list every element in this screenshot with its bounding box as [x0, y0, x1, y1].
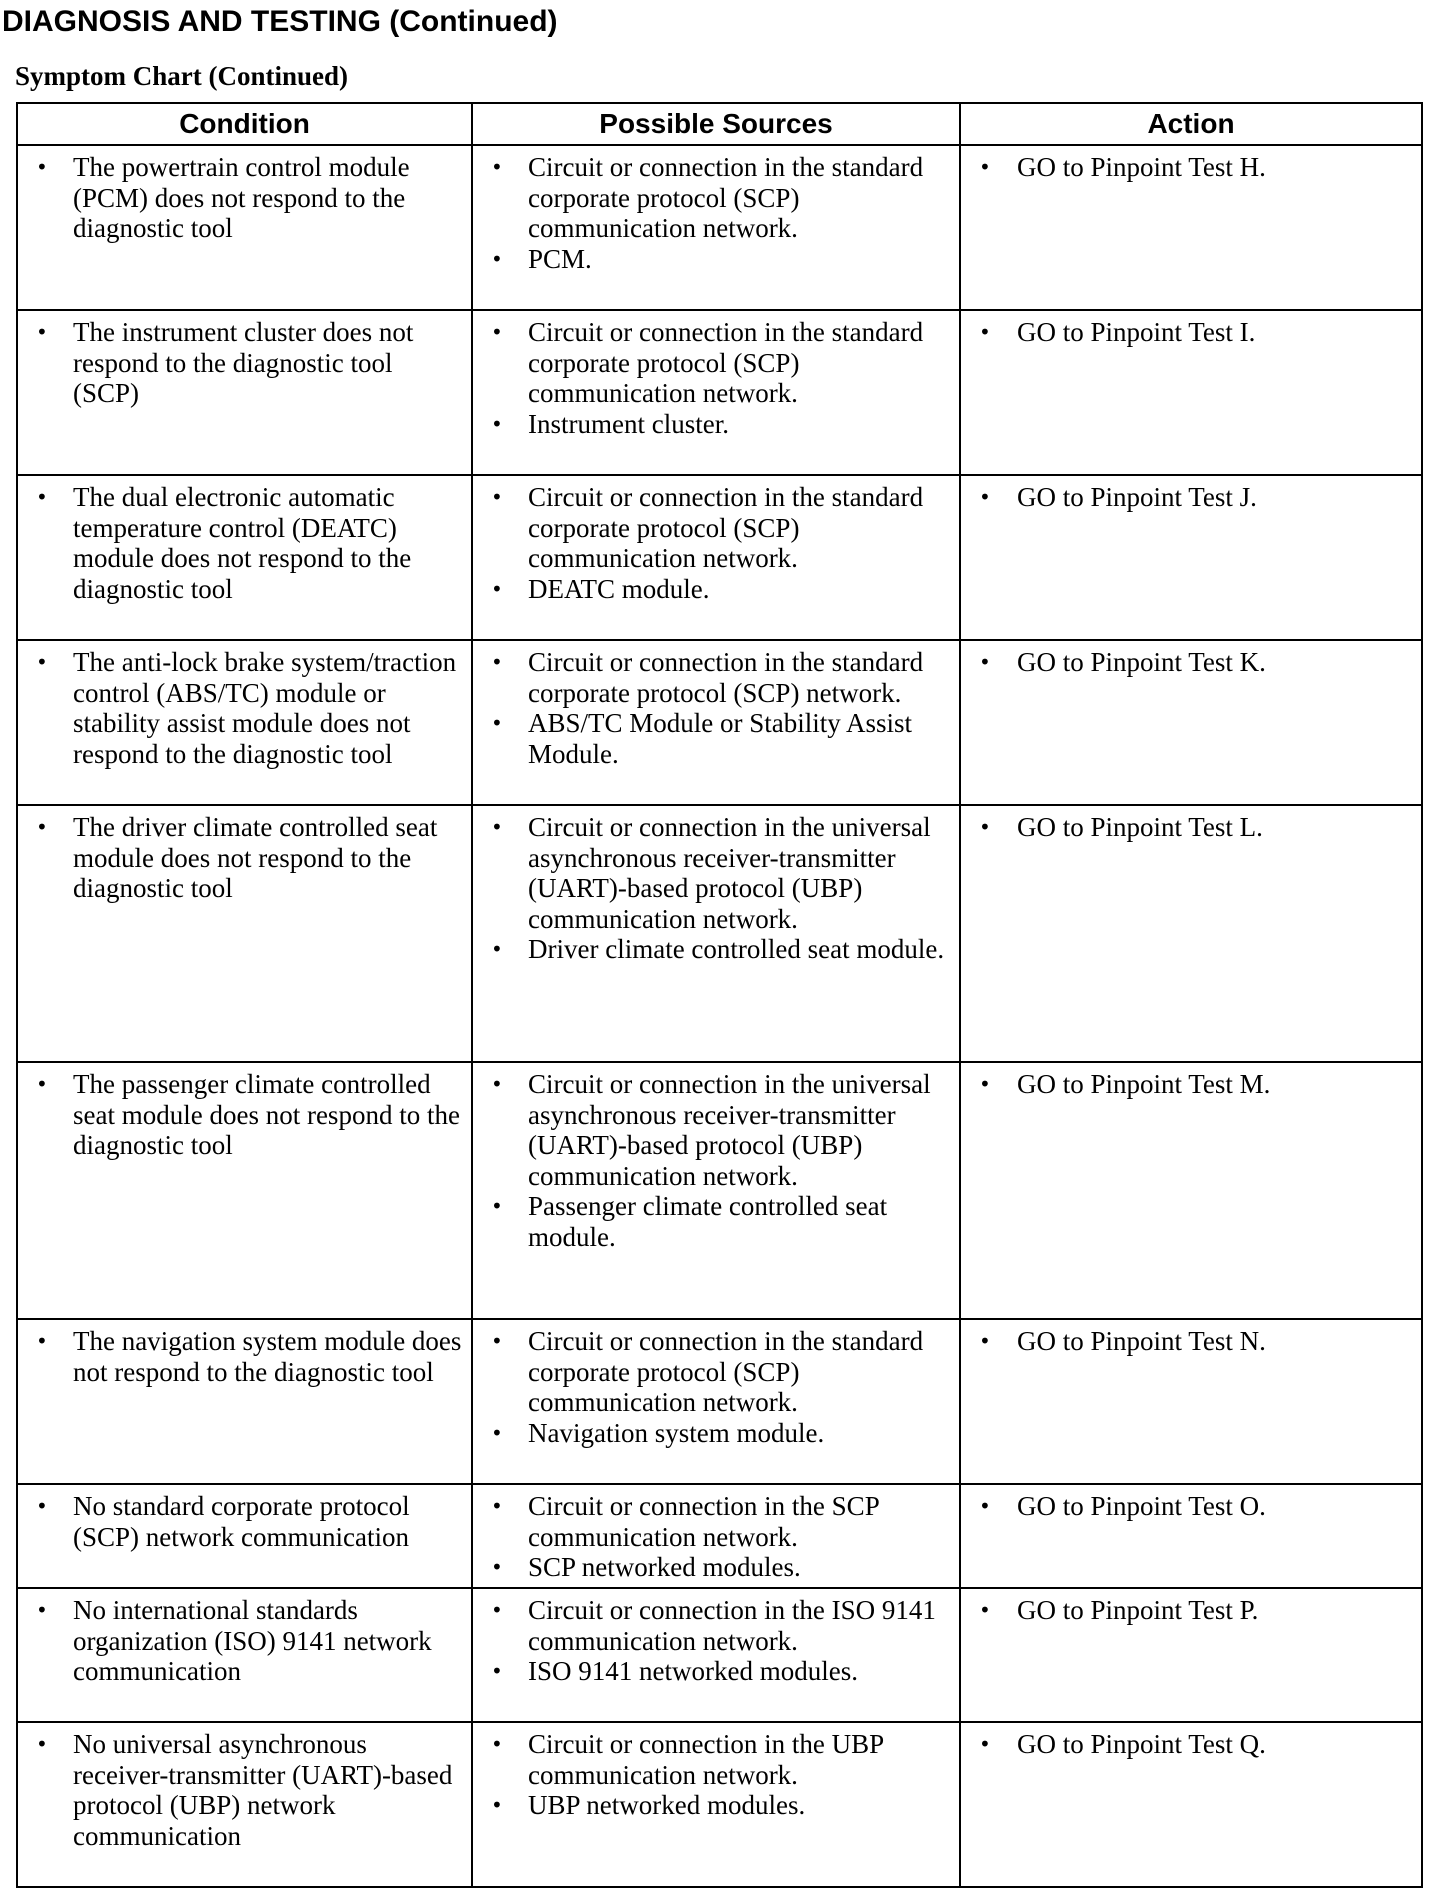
action-cell [960, 1588, 1422, 1722]
condition-text: • The instrument cluster does not respond to the diagnostic tool (SCP) [24, 317, 465, 409]
condition-cell [17, 1319, 472, 1484]
condition-cell [17, 640, 472, 805]
source-item: • Circuit or connection in the standard corporate protocol (SCP) network. [479, 647, 953, 708]
column-header-condition: Condition [17, 103, 472, 145]
condition-text: • The driver climate controlled seat module does not respond to the diagnostic tool [24, 812, 465, 904]
action-cell [960, 1319, 1422, 1484]
table-row [17, 805, 1422, 1062]
source-item: • Circuit or connection in the universal asynchronous receiver-transmitter (UART)-based protocol (UBP) communication network. [479, 812, 953, 934]
source-item: • Circuit or connection in the standard corporate protocol (SCP) communication network. [479, 482, 953, 574]
source-item: • Circuit or connection in the standard corporate protocol (SCP) communication network. [479, 317, 953, 409]
action-text: • GO to Pinpoint Test N. [967, 1326, 1415, 1357]
source-item: • Circuit or connection in the universal asynchronous receiver-transmitter (UART)-based protocol (UBP) communication network. [479, 1069, 953, 1191]
sources-cell [472, 1722, 960, 1887]
source-item: • Circuit or connection in the standard corporate protocol (SCP) communication network. [479, 152, 953, 244]
condition-cell [17, 310, 472, 475]
action-text: • GO to Pinpoint Test I. [967, 317, 1415, 348]
source-item: • UBP networked modules. [479, 1790, 953, 1821]
table-row [17, 640, 1422, 805]
condition-cell [17, 805, 472, 1062]
action-text: • GO to Pinpoint Test O. [967, 1491, 1415, 1522]
sources-cell [472, 1319, 960, 1484]
action-text: • GO to Pinpoint Test L. [967, 812, 1415, 843]
condition-text: • No standard corporate protocol (SCP) network communication [24, 1491, 465, 1552]
table-row [17, 1588, 1422, 1722]
action-cell [960, 805, 1422, 1062]
action-text: • GO to Pinpoint Test P. [967, 1595, 1415, 1626]
action-cell [960, 1722, 1422, 1887]
source-item: • Circuit or connection in the standard corporate protocol (SCP) communication network. [479, 1326, 953, 1418]
condition-text: • The navigation system module does not respond to the diagnostic tool [24, 1326, 465, 1387]
source-item: • Navigation system module. [479, 1418, 953, 1449]
action-text: • GO to Pinpoint Test H. [967, 152, 1415, 183]
sources-cell [472, 1484, 960, 1588]
action-cell [960, 145, 1422, 310]
action-cell [960, 310, 1422, 475]
condition-cell [17, 1722, 472, 1887]
symptom-chart-table [16, 102, 1423, 1888]
action-cell [960, 1484, 1422, 1588]
action-cell [960, 1062, 1422, 1319]
action-text: • GO to Pinpoint Test Q. [967, 1729, 1415, 1760]
action-text: • GO to Pinpoint Test J. [967, 482, 1415, 513]
action-cell [960, 475, 1422, 640]
condition-cell [17, 1484, 472, 1588]
condition-cell [17, 1588, 472, 1722]
table-row [17, 475, 1422, 640]
source-item: • ISO 9141 networked modules. [479, 1656, 953, 1687]
sources-cell [472, 145, 960, 310]
sources-cell [472, 310, 960, 475]
source-item: • Driver climate controlled seat module. [479, 934, 953, 965]
sources-cell [472, 475, 960, 640]
source-item: • ABS/TC Module or Stability Assist Module. [479, 708, 953, 769]
column-header-possible-sources: Possible Sources [472, 103, 960, 145]
condition-text: • The powertrain control module (PCM) does not respond to the diagnostic tool [24, 152, 465, 244]
condition-text: • The dual electronic automatic temperature control (DEATC) module does not respond to the diagnostic tool [24, 482, 465, 604]
source-item: • Circuit or connection in the ISO 9141 communication network. [479, 1595, 953, 1656]
condition-text: • No international standards organization (ISO) 9141 network communication [24, 1595, 465, 1687]
condition-cell [17, 1062, 472, 1319]
table-row [17, 310, 1422, 475]
condition-text: • The passenger climate controlled seat module does not respond to the diagnostic tool [24, 1069, 465, 1161]
action-text: • GO to Pinpoint Test K. [967, 647, 1415, 678]
source-item: • PCM. [479, 244, 953, 275]
sources-cell [472, 640, 960, 805]
condition-cell [17, 475, 472, 640]
sources-cell [472, 1588, 960, 1722]
source-item: • Instrument cluster. [479, 409, 953, 440]
action-cell [960, 640, 1422, 805]
action-text: • GO to Pinpoint Test M. [967, 1069, 1415, 1100]
sources-cell [472, 805, 960, 1062]
table-row [17, 1484, 1422, 1588]
source-item: • SCP networked modules. [479, 1552, 953, 1583]
page-title: DIAGNOSIS AND TESTING (Continued) [2, 5, 558, 38]
condition-cell [17, 145, 472, 310]
source-item: • Passenger climate controlled seat module. [479, 1191, 953, 1252]
chart-title: Symptom Chart (Continued) [15, 61, 349, 91]
source-item: • Circuit or connection in the UBP communication network. [479, 1729, 953, 1790]
condition-text: • No universal asynchronous receiver-transmitter (UART)-based protocol (UBP) network communication [24, 1729, 465, 1851]
source-item: • Circuit or connection in the SCP communication network. [479, 1491, 953, 1552]
table-header-row [17, 103, 1422, 145]
sources-cell [472, 1062, 960, 1319]
table-row [17, 145, 1422, 310]
column-header-action: Action [960, 103, 1422, 145]
condition-text: • The anti-lock brake system/traction control (ABS/TC) module or stability assist module does not respond to the diagnostic tool [24, 647, 465, 769]
source-item: • DEATC module. [479, 574, 953, 605]
table-row [17, 1062, 1422, 1319]
table-row [17, 1319, 1422, 1484]
table-row [17, 1722, 1422, 1887]
